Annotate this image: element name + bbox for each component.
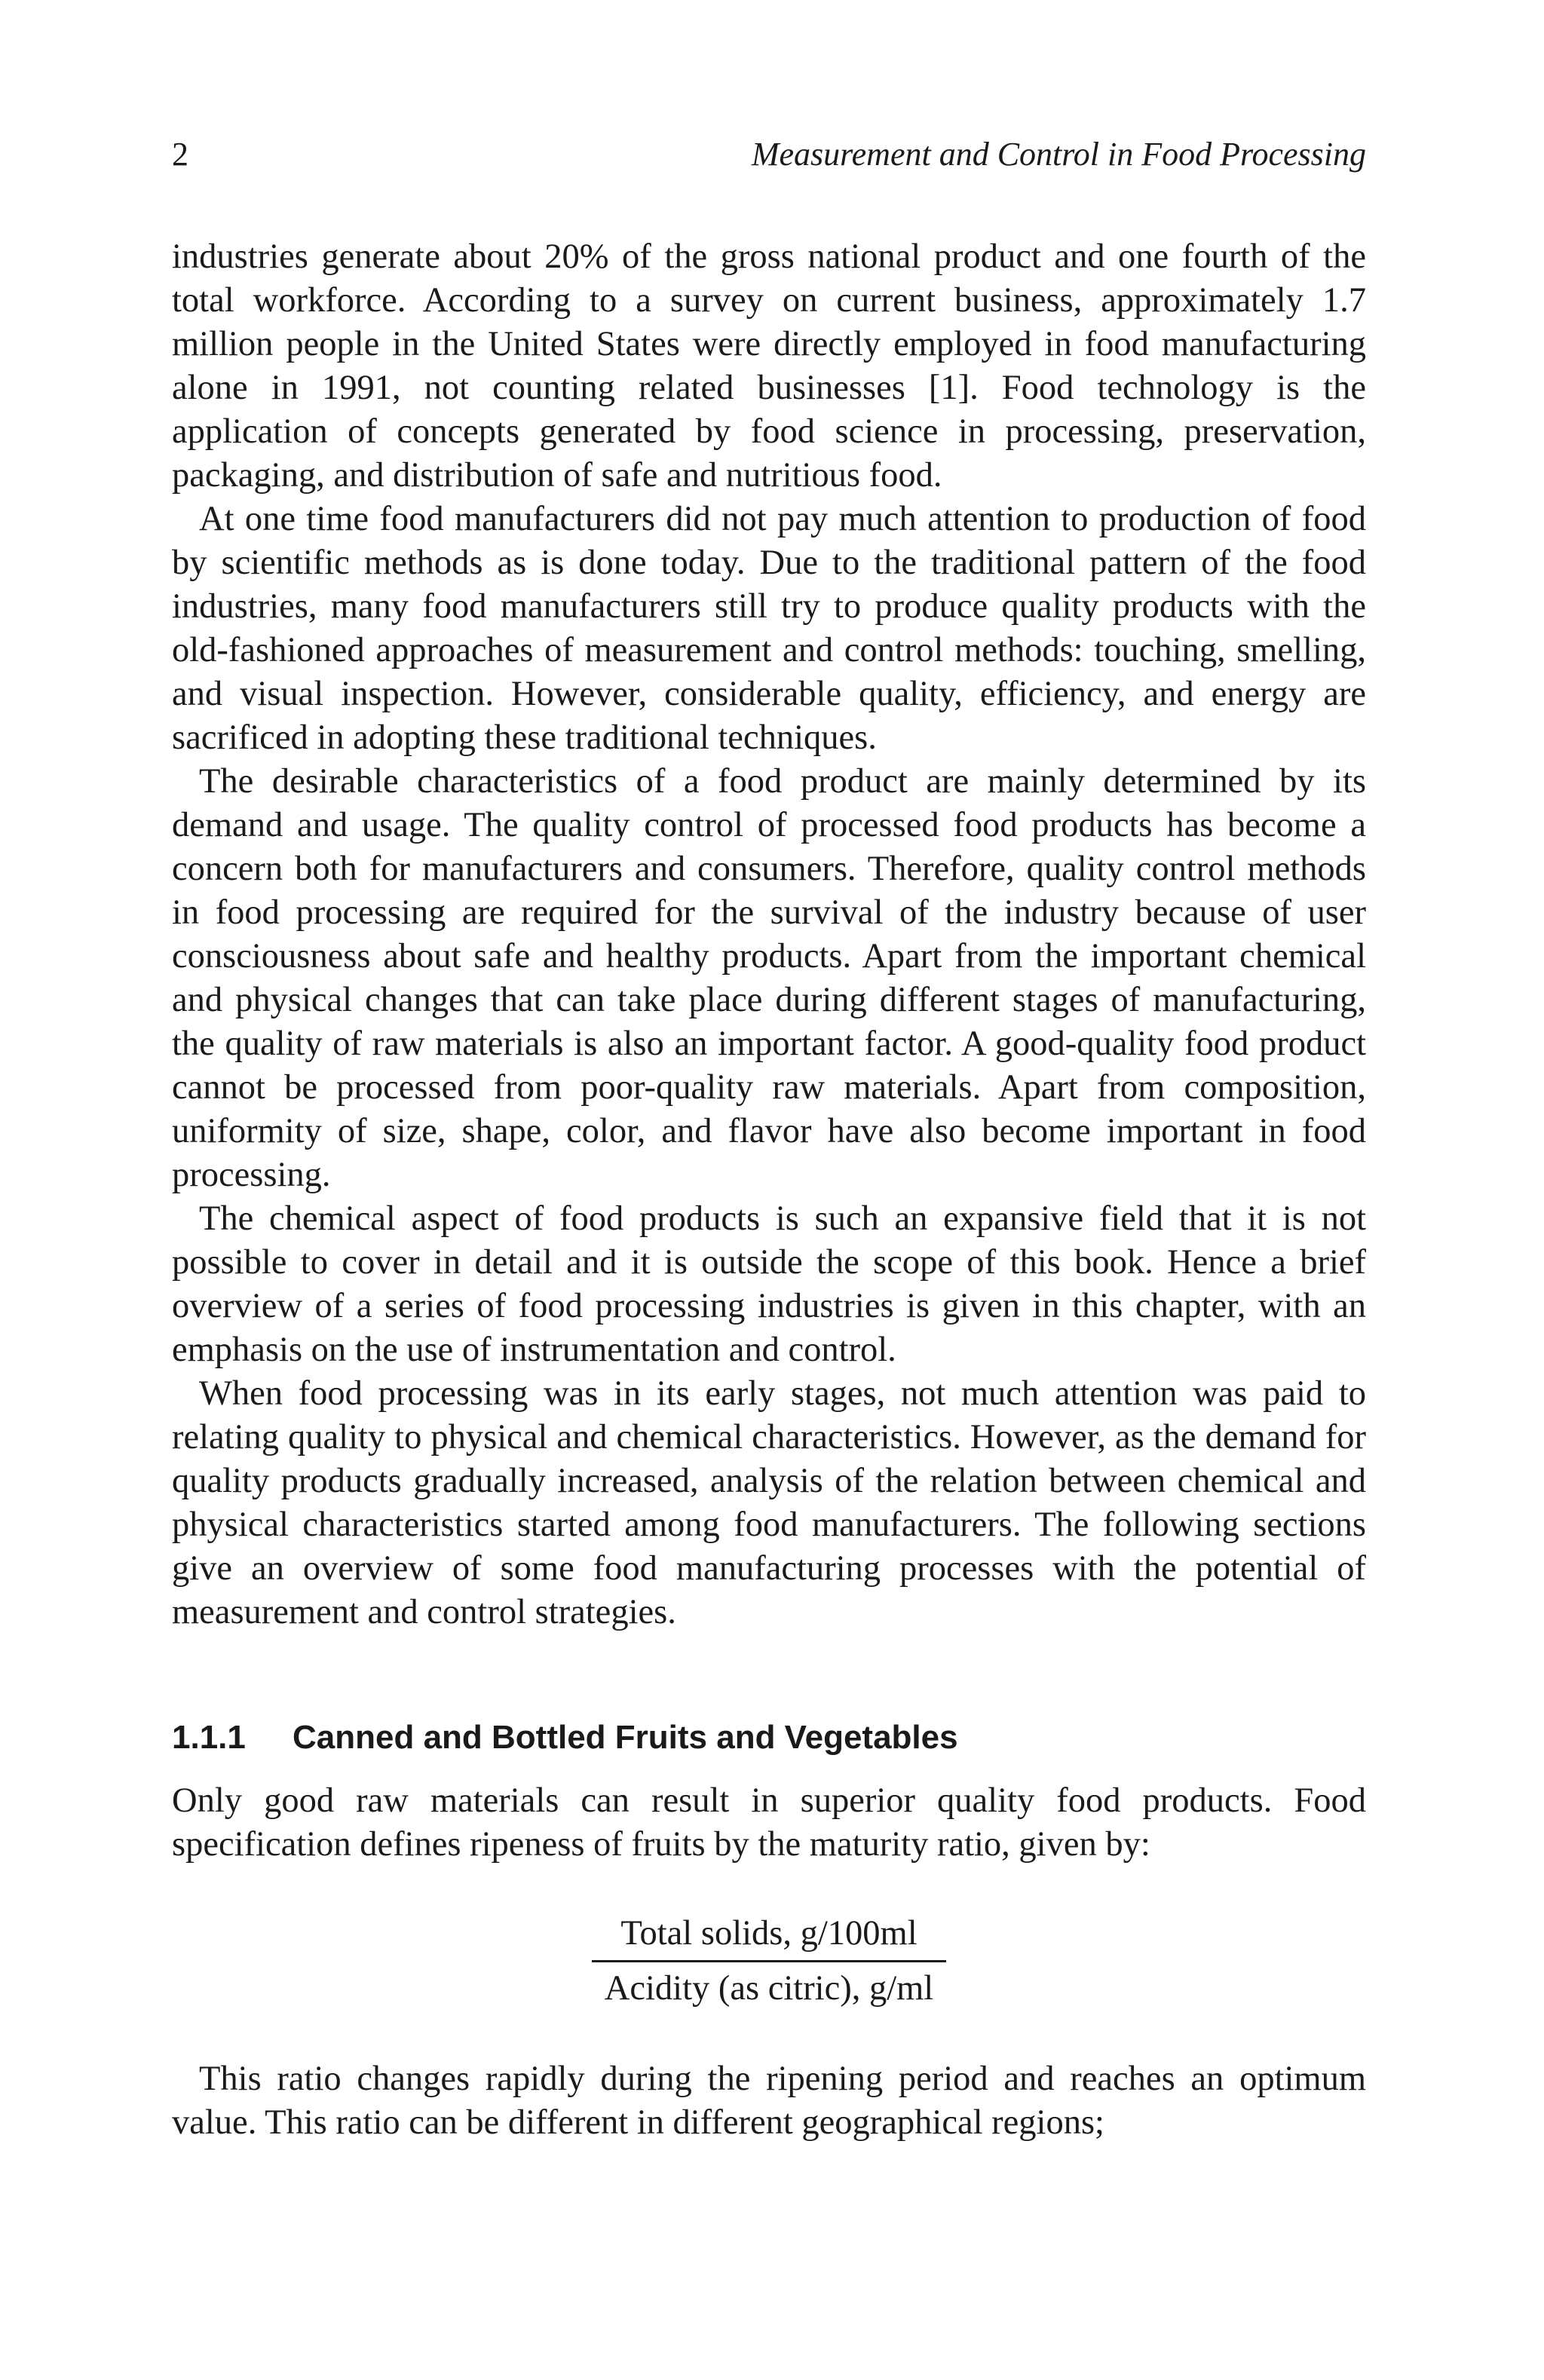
paragraph: The chemical aspect of food products is such an expansive field that it is not possible to cover in detail and it is outside the scope of this book. Hence a brief overview of a series of food processing industries is given in this chapter, with an emphasis on the use of instrumentation and control. — [172, 1199, 1366, 1369]
paragraph-continuation: industries generate about 20% of the gross national product and one fourth of the total workforce. According to a survey on current business, approximately 1.7 million people in the United States were directly employed in food manufacturing alone in 1991, not counting related businesses [1]. Food technology is the application of concepts generated by food science in processing, preservation, packaging, and distribution of safe and nutritious food. — [172, 237, 1366, 495]
paragraph: When food processing was in its early stages, not much attention was paid to relating quality to physical and chemical characteristics. However, as the demand for quality products gradually increased, analysis of the relation between chemical and physical characteristics started among food manufacturers. The following sections give an overview of some food manufacturing processes with the potential of measurement and control strategies. — [172, 1374, 1366, 1631]
section-number: 1.1.1 — [172, 1719, 246, 1756]
body-text — [172, 235, 1366, 2145]
section-intro-paragraph: Only good raw materials can result in superior quality food products. Food specification defines ripeness of fruits by the maturity ratio, given by: — [172, 1781, 1366, 1864]
page-number: 2 — [172, 136, 188, 173]
running-title: Measurement and Control in Food Processing — [751, 136, 1366, 173]
running-head — [172, 128, 1366, 181]
equation-numerator: Total solids, g/100ml — [592, 1912, 946, 1962]
maturity-ratio-equation — [573, 1912, 965, 2011]
paragraph: The desirable characteristics of a food product are mainly determined by its demand and usage. The quality control of processed food products has become a concern both for manufacturers and consumers. Therefore, quality control methods in food processing are required for the survival of the industry because of user consciousness about safe and healthy products. Apart from the important chemical and physical changes that can take place during different stages of manufacturing, the quality of raw materials is also an important factor. A good-quality food product cannot be processed from poor-quality raw materials. Apart from composition, uniformity of size, shape, color, and flavor have also become important in food processing. — [172, 762, 1366, 1194]
paragraph: At one time food manufacturers did not pay much attention to production of food by scientific methods as is done today. Due to the traditional pattern of the food industries, many food manufacturers still try to produce quality products with the old-fashioned approaches of measurement and control methods: touching, smelling, and visual inspection. However, considerable quality, efficiency, and energy are sacrificed in adopting these traditional techniques. — [172, 500, 1366, 757]
equation-denominator: Acidity (as citric), g/ml — [604, 1969, 934, 2008]
paragraph: This ratio changes rapidly during the ripening period and reaches an optimum value. This ratio can be different in different geographical regions; — [172, 2060, 1366, 2142]
section-heading — [172, 1716, 1366, 1760]
book-page — [172, 128, 1366, 2145]
section-title: Canned and Bottled Fruits and Vegetables — [293, 1719, 958, 1756]
